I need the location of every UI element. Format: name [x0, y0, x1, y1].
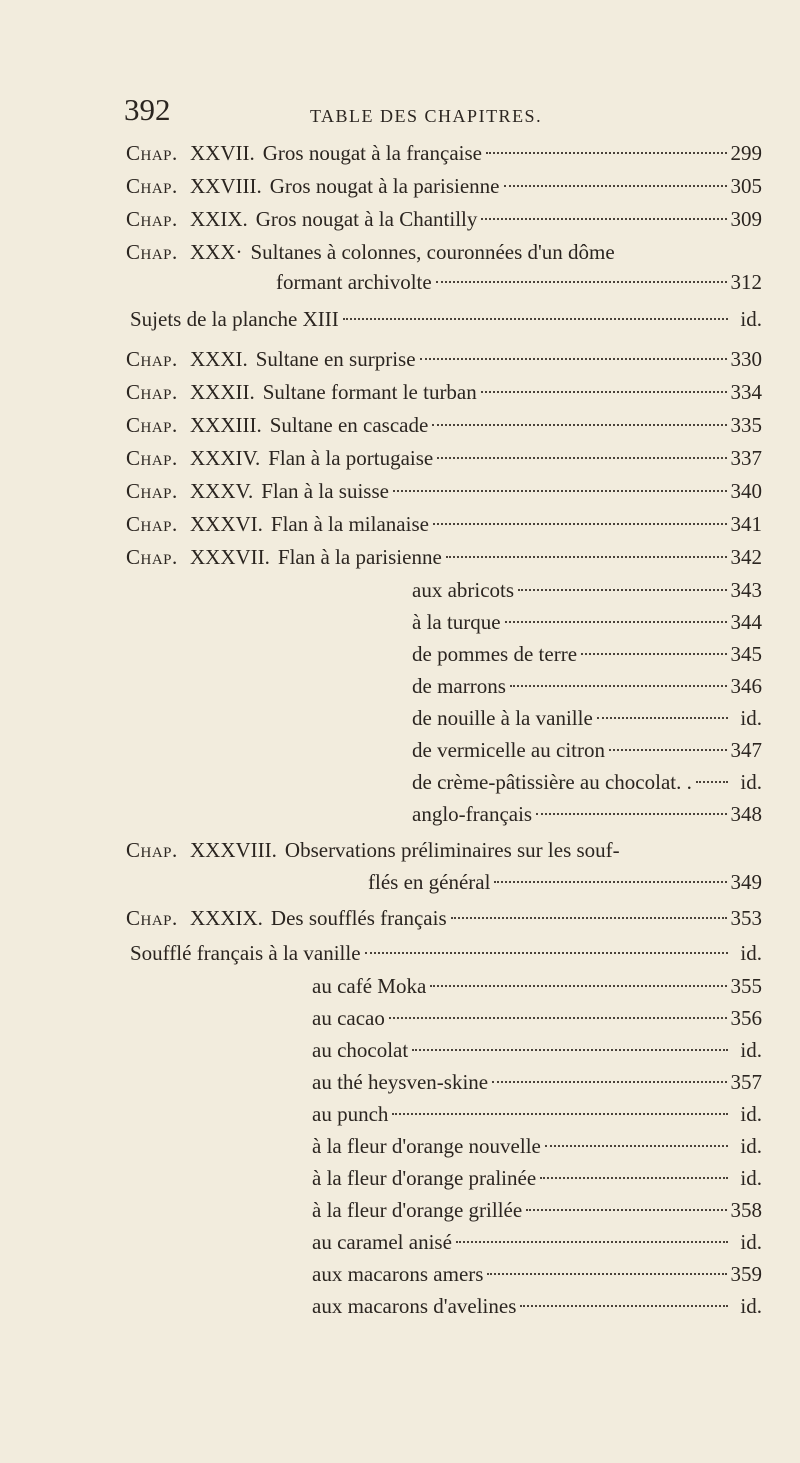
toc-entry [412, 575, 762, 605]
entry-title: à la fleur d'orange pralinée [312, 1166, 537, 1190]
toc-entry [312, 1195, 762, 1225]
toc-entry [190, 835, 762, 865]
entry-label [190, 476, 389, 506]
page-reference: 356 [730, 1006, 762, 1030]
entry-label [412, 767, 692, 797]
toc-line [0, 735, 800, 765]
entry-label [368, 867, 490, 897]
toc-line [0, 344, 800, 374]
page-number: 392 [124, 92, 171, 127]
dot-leader [545, 1145, 728, 1147]
chapter-tag: Chap. [126, 240, 178, 264]
page-reference: 357 [730, 1070, 762, 1094]
entry-label [412, 639, 577, 669]
toc-entry [412, 767, 762, 797]
entry-title: Gros nougat à la française [262, 141, 482, 165]
page-reference: 299 [730, 141, 762, 165]
dot-leader [494, 881, 726, 883]
toc-entry [312, 1291, 762, 1321]
chapter-tag: Chap. [126, 906, 178, 930]
page-reference: 344 [730, 610, 762, 634]
dot-leader [446, 556, 727, 558]
page-reference: 342 [730, 545, 762, 569]
dot-leader [486, 152, 727, 154]
dot-leader [597, 717, 728, 719]
chapter-tag: Chap. [126, 347, 178, 371]
chapter-number: XXXIV. [190, 446, 261, 470]
entry-title: de nouille à la vanille [412, 706, 593, 730]
dot-leader [451, 917, 727, 919]
toc-entry [312, 1259, 762, 1289]
entry-label [276, 267, 432, 297]
chapter-tag: Chap. [126, 174, 178, 198]
page-reference: id. [740, 1038, 762, 1062]
chapter-tag: Chap. [126, 512, 178, 536]
page-reference: id. [740, 1294, 762, 1318]
page-reference: 334 [730, 380, 762, 404]
toc-line [0, 443, 800, 473]
page-reference: id. [740, 1230, 762, 1254]
toc-line [0, 237, 800, 267]
dot-leader [581, 653, 726, 655]
toc-line [0, 304, 800, 334]
entry-title: de crème-pâtissière au chocolat. . [412, 770, 692, 794]
page-reference: 343 [730, 578, 762, 602]
page-reference: id. [740, 1102, 762, 1126]
page-reference: 312 [730, 270, 762, 294]
chapter-tag: Chap. [126, 479, 178, 503]
entry-label [312, 1035, 408, 1065]
dot-leader [432, 424, 726, 426]
dot-leader [412, 1049, 728, 1051]
toc-line [0, 542, 800, 572]
toc-entry [412, 639, 762, 669]
toc-line [0, 938, 800, 968]
page-reference: 353 [730, 906, 762, 930]
toc-entry [190, 344, 762, 374]
entry-title: de pommes de terre [412, 642, 578, 666]
entry-label [190, 410, 428, 440]
dot-leader [505, 621, 727, 623]
toc-entry [130, 938, 762, 968]
toc-entry [130, 304, 762, 334]
toc-entry [190, 476, 762, 506]
entry-label [190, 344, 416, 374]
entry-label [412, 799, 532, 829]
entry-title: aux macarons d'avelines [312, 1294, 517, 1318]
toc-line [0, 671, 800, 701]
toc-line [0, 1163, 800, 1193]
entry-label [190, 377, 477, 407]
page-reference: 349 [730, 870, 762, 894]
toc-line [0, 509, 800, 539]
dot-leader [696, 781, 728, 783]
entry-label [190, 542, 442, 572]
entry-title: Gros nougat à la Chantilly [255, 207, 478, 231]
chapter-number: XXXV. [190, 479, 254, 503]
toc-entry [412, 607, 762, 637]
toc-entry [312, 1163, 762, 1193]
page-reference: id. [740, 307, 762, 331]
toc-entry [190, 903, 762, 933]
entry-title: Sultane formant le turban [262, 380, 477, 404]
entry-label [312, 1067, 488, 1097]
toc-line [0, 476, 800, 506]
toc-line [0, 767, 800, 797]
page-reference: 330 [730, 347, 762, 371]
entry-label [190, 138, 482, 168]
dot-leader [456, 1241, 728, 1243]
dot-leader [492, 1081, 726, 1083]
chapter-number: XXVII. [190, 141, 255, 165]
chapter-number: XXX· [190, 240, 243, 264]
toc-line [0, 138, 800, 168]
toc-entry [190, 237, 762, 267]
chapter-tag: Chap. [126, 446, 178, 470]
page-reference: 347 [730, 738, 762, 762]
toc-line [0, 703, 800, 733]
dot-leader [343, 318, 728, 320]
toc-entry [190, 509, 762, 539]
page-reference: id. [740, 1166, 762, 1190]
entry-label [412, 575, 514, 605]
page-header [124, 92, 774, 132]
entry-title: Sujets de la planche XIII [130, 307, 339, 331]
toc-line [0, 1291, 800, 1321]
dot-leader [365, 952, 728, 954]
dot-leader [526, 1209, 726, 1211]
dot-leader [609, 749, 727, 751]
entry-title: Sultanes à colonnes, couronnées d'un dôme [250, 240, 615, 264]
page-reference: 337 [730, 446, 762, 470]
chapter-tag: Chap. [126, 207, 178, 231]
toc-line [0, 835, 800, 865]
toc-entry [412, 671, 762, 701]
entry-title: formant archivolte [276, 270, 432, 294]
chapter-tag: Chap. [126, 413, 178, 437]
toc-line [0, 204, 800, 234]
chapter-tag: Chap. [126, 141, 178, 165]
toc-line [0, 903, 800, 933]
page-reference: 348 [730, 802, 762, 826]
dot-leader [540, 1177, 728, 1179]
entry-title: Observations préliminaires sur les souf- [284, 838, 620, 862]
chapter-number: XXXVI. [190, 512, 263, 536]
toc-entry [190, 410, 762, 440]
chapter-tag: Chap. [126, 380, 178, 404]
chapter-number: XXXIX. [190, 906, 263, 930]
toc-line [0, 1227, 800, 1257]
toc-line [0, 1099, 800, 1129]
dot-leader [433, 523, 727, 525]
entry-label [312, 1291, 516, 1321]
entry-title: Flan à la suisse [261, 479, 389, 503]
entry-title: Flan à la portugaise [268, 446, 434, 470]
toc-entry [312, 1227, 762, 1257]
toc-line [0, 377, 800, 407]
entry-title: au chocolat [312, 1038, 409, 1062]
page-reference: 346 [730, 674, 762, 698]
toc-entry [312, 1099, 762, 1129]
toc-entry [312, 1003, 762, 1033]
page-reference: 305 [730, 174, 762, 198]
entry-title: aux abricots [412, 578, 515, 602]
entry-label [312, 1131, 541, 1161]
entry-label [312, 1003, 385, 1033]
entry-title: anglo-français [412, 802, 533, 826]
entry-title: de marrons [412, 674, 506, 698]
dot-leader [510, 685, 727, 687]
toc-line [0, 1003, 800, 1033]
chapter-number: XXXVII. [190, 545, 270, 569]
entry-title: au cacao [312, 1006, 385, 1030]
toc-entry [276, 267, 762, 297]
page-reference: 359 [730, 1262, 762, 1286]
toc-line [0, 171, 800, 201]
entry-label [190, 835, 620, 865]
toc-entry [312, 1035, 762, 1065]
toc-entry [190, 204, 762, 234]
entry-title: Flan à la milanaise [270, 512, 429, 536]
chapter-number: XXIX. [190, 207, 248, 231]
dot-leader [437, 457, 726, 459]
dot-leader [481, 391, 727, 393]
toc-entry [412, 799, 762, 829]
entry-title: à la fleur d'orange grillée [312, 1198, 523, 1222]
entry-label [412, 735, 605, 765]
entry-title: Des soufflés français [270, 906, 447, 930]
entry-label [312, 1163, 536, 1193]
toc-line [0, 639, 800, 669]
entry-title: au punch [312, 1102, 389, 1126]
dot-leader [504, 185, 727, 187]
dot-leader [487, 1273, 726, 1275]
entry-label [190, 237, 615, 267]
page-reference: id. [740, 770, 762, 794]
entry-title: Gros nougat à la parisienne [269, 174, 500, 198]
toc-line [0, 799, 800, 829]
chapter-number: XXXI. [190, 347, 248, 371]
chapter-number: XXXVIII. [190, 838, 277, 862]
chapter-number: XXXIII. [190, 413, 262, 437]
page-reference: id. [740, 1134, 762, 1158]
toc-entry [412, 735, 762, 765]
dot-leader [481, 218, 726, 220]
page-reference: id. [740, 706, 762, 730]
entry-label [312, 1259, 483, 1289]
entry-title: au caramel anisé [312, 1230, 452, 1254]
entry-label [312, 1195, 522, 1225]
chapter-number: XXVIII. [190, 174, 262, 198]
chapter-tag: Chap. [126, 545, 178, 569]
toc-entry [190, 377, 762, 407]
entry-label [130, 938, 361, 968]
dot-leader [536, 813, 726, 815]
toc-line [0, 1131, 800, 1161]
entry-label [412, 703, 593, 733]
entry-label [190, 443, 433, 473]
entry-label [312, 971, 426, 1001]
dot-leader [420, 358, 727, 360]
page-reference: 335 [730, 413, 762, 437]
toc-line [0, 607, 800, 637]
entry-label [190, 171, 500, 201]
toc-entry [312, 971, 762, 1001]
page-reference: 355 [730, 974, 762, 998]
toc-entry [190, 542, 762, 572]
toc-line [0, 1195, 800, 1225]
page-reference: 345 [730, 642, 762, 666]
toc-line [0, 410, 800, 440]
entry-label [412, 607, 501, 637]
toc-line [0, 1259, 800, 1289]
page-reference: 341 [730, 512, 762, 536]
dot-leader [392, 1113, 728, 1115]
toc-entry [190, 171, 762, 201]
toc-entry [190, 443, 762, 473]
entry-label [190, 204, 477, 234]
entry-label [190, 903, 447, 933]
dot-leader [518, 589, 726, 591]
toc-line [0, 971, 800, 1001]
entry-label [312, 1227, 452, 1257]
entry-title: au café Moka [312, 974, 427, 998]
entry-title: au thé heysven-skine [312, 1070, 489, 1094]
page-reference: 340 [730, 479, 762, 503]
entry-label [190, 509, 429, 539]
toc-entry [368, 867, 762, 897]
toc-entry [312, 1131, 762, 1161]
entry-label [312, 1099, 388, 1129]
entry-title: à la fleur d'orange nouvelle [312, 1134, 541, 1158]
page-reference: id. [740, 941, 762, 965]
chapter-tag: Chap. [126, 838, 178, 862]
toc-line [0, 267, 800, 297]
chapter-number: XXXII. [190, 380, 255, 404]
toc-line [0, 1035, 800, 1065]
entry-label [130, 304, 339, 334]
toc-line [0, 575, 800, 605]
dot-leader [436, 281, 727, 283]
entry-title: Soufflé français à la vanille [130, 941, 361, 965]
page-reference: 309 [730, 207, 762, 231]
entry-label [412, 671, 506, 701]
running-title: TABLE DES CHAPITRES. [310, 106, 543, 126]
toc-line [0, 1067, 800, 1097]
entry-title: à la turque [412, 610, 501, 634]
dot-leader [389, 1017, 727, 1019]
toc-entry [412, 703, 762, 733]
page-reference: 358 [730, 1198, 762, 1222]
entry-title: aux macarons amers [312, 1262, 484, 1286]
dot-leader [520, 1305, 728, 1307]
entry-title: de vermicelle au citron [412, 738, 605, 762]
toc-entry [190, 138, 762, 168]
dot-leader [393, 490, 727, 492]
entry-title: Sultane en surprise [255, 347, 416, 371]
entry-title: Flan à la parisienne [277, 545, 442, 569]
entry-title: flés en général [368, 870, 491, 894]
dot-leader [430, 985, 726, 987]
entry-title: Sultane en cascade [269, 413, 429, 437]
toc-entry [312, 1067, 762, 1097]
toc-line [0, 867, 800, 897]
